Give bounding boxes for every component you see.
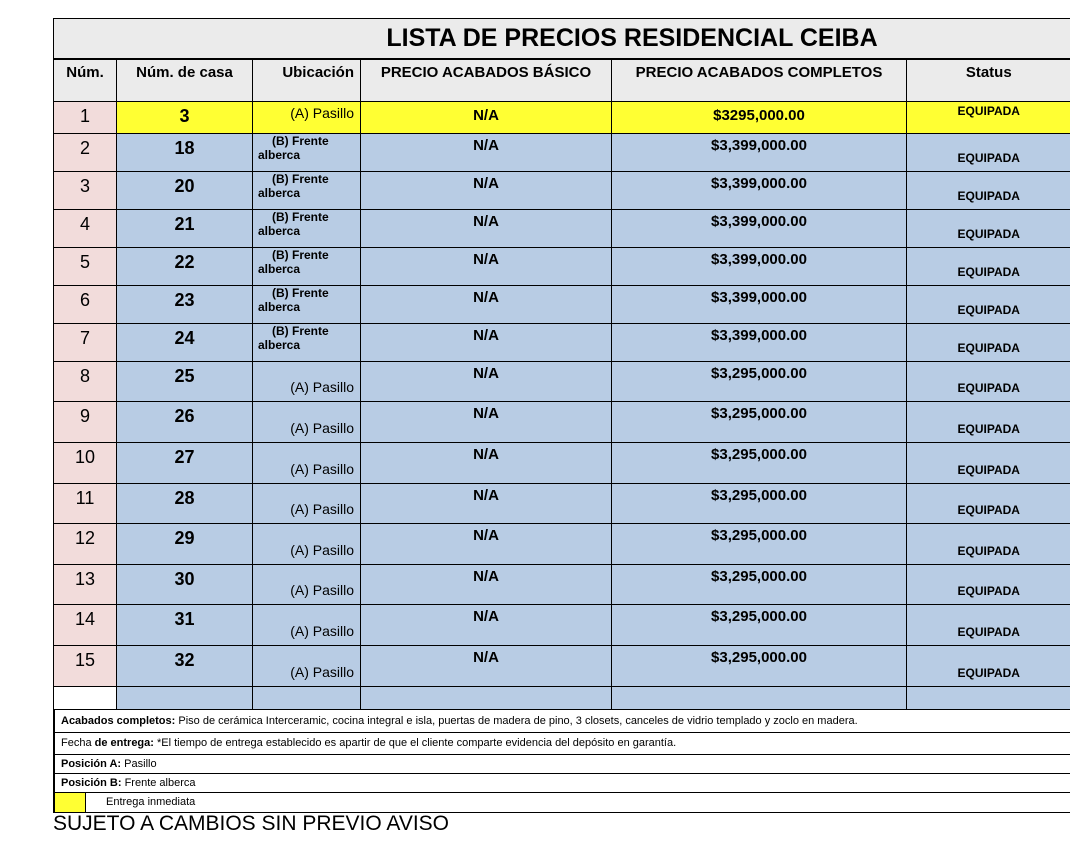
note-acabados xyxy=(54,709,1070,733)
cell-num: 11 xyxy=(54,484,117,524)
cell-status: EQUIPADA xyxy=(907,102,1070,134)
cell-casa: 32 xyxy=(117,646,253,687)
cell-casa: 26 xyxy=(117,402,253,443)
cell-status: EQUIPADA xyxy=(907,286,1070,324)
table-row xyxy=(54,646,1070,687)
cell-precio-completo: $3,295,000.00 xyxy=(612,484,907,524)
legend-label: Entrega inmediata xyxy=(106,796,196,808)
cell-precio-completo: $3,295,000.00 xyxy=(612,443,907,484)
header-ubicacion: Ubicación xyxy=(253,60,361,102)
table-row xyxy=(54,443,1070,484)
cell-num: 3 xyxy=(54,172,117,210)
table-row xyxy=(54,402,1070,443)
cell-status: EQUIPADA xyxy=(907,524,1070,565)
notes-section xyxy=(53,709,1070,813)
cell-num: 8 xyxy=(54,362,117,402)
cell-num: 9 xyxy=(54,402,117,443)
cell-precio-basico: N/A xyxy=(361,443,612,484)
cell-num: 4 xyxy=(54,210,117,248)
cell-precio-basico: N/A xyxy=(361,102,612,134)
cell-casa: 25 xyxy=(117,362,253,402)
footer-disclaimer: SUJETO A CAMBIOS SIN PREVIO AVISO xyxy=(53,812,450,835)
cell-status: EQUIPADA xyxy=(907,134,1070,172)
note-acabados-label: Acabados completos: xyxy=(61,714,176,727)
cell-status: EQUIPADA xyxy=(907,362,1070,402)
cell-casa: 21 xyxy=(117,210,253,248)
cell-ubicacion: (A) Pasillo xyxy=(253,524,361,565)
cell-precio-completo: $3,399,000.00 xyxy=(612,248,907,286)
table-row xyxy=(54,324,1070,362)
cell-precio-basico: N/A xyxy=(361,134,612,172)
ubicacion-line-1: (B) Frente xyxy=(272,134,329,148)
cell-precio-completo: $3,399,000.00 xyxy=(612,286,907,324)
cell-casa: 24 xyxy=(117,324,253,362)
table-body xyxy=(54,102,1070,709)
cell-status: EQUIPADA xyxy=(907,484,1070,524)
page-title: LISTA DE PRECIOS RESIDENCIAL CEIBA xyxy=(53,18,1070,59)
ubicacion-line-1: (B) Frente xyxy=(272,248,329,262)
table-row xyxy=(54,248,1070,286)
table-row xyxy=(54,484,1070,524)
note-acabados-text: Piso de cerámica Interceramic, cocina integral e isla, puertas de madera de pino, 3 closets, canceles de vidrio templado y zoclo en madera. xyxy=(175,714,858,727)
ubicacion-line-2: alberca xyxy=(258,224,301,238)
cell-ubicacion xyxy=(253,172,361,210)
cell-casa: 3 xyxy=(117,102,253,134)
cell-num: 15 xyxy=(54,646,117,687)
cell-precio-completo: $3,295,000.00 xyxy=(612,565,907,605)
header-casa: Núm. de casa xyxy=(117,60,253,102)
cell-ubicacion xyxy=(253,210,361,248)
note-pos-a-text: Pasillo xyxy=(121,757,157,770)
cell-casa: 22 xyxy=(117,248,253,286)
legend-swatch xyxy=(55,793,86,812)
table-row xyxy=(54,565,1070,605)
header-completo: PRECIO ACABADOS COMPLETOS xyxy=(612,60,907,102)
ubicacion-line-2: alberca xyxy=(258,262,301,276)
cell-status: EQUIPADA xyxy=(907,324,1070,362)
cell-num: 1 xyxy=(54,102,117,134)
cell-ubicacion xyxy=(253,134,361,172)
header-num: Núm. xyxy=(54,60,117,102)
cell-ubicacion xyxy=(253,248,361,286)
cell-precio-completo: $3295,000.00 xyxy=(612,102,907,134)
header-status: Status xyxy=(907,60,1070,102)
ubicacion-line-2: alberca xyxy=(258,300,301,314)
cell-precio-basico: N/A xyxy=(361,646,612,687)
cell-precio-basico: N/A xyxy=(361,565,612,605)
table-row xyxy=(54,362,1070,402)
cell-status: EQUIPADA xyxy=(907,402,1070,443)
empty-row xyxy=(54,687,1070,709)
cell-num: 14 xyxy=(54,605,117,646)
cell-status: EQUIPADA xyxy=(907,443,1070,484)
empty-cell xyxy=(907,687,1070,709)
cell-ubicacion: (A) Pasillo xyxy=(253,402,361,443)
table-row xyxy=(54,210,1070,248)
ubicacion-line-2: alberca xyxy=(258,338,301,352)
cell-num: 13 xyxy=(54,565,117,605)
note-fecha-label-1: Fecha xyxy=(61,737,95,749)
cell-num: 2 xyxy=(54,134,117,172)
cell-num: 12 xyxy=(54,524,117,565)
cell-precio-basico: N/A xyxy=(361,484,612,524)
cell-casa: 18 xyxy=(117,134,253,172)
cell-ubicacion: (A) Pasillo xyxy=(253,443,361,484)
cell-num: 10 xyxy=(54,443,117,484)
cell-casa: 20 xyxy=(117,172,253,210)
empty-cell xyxy=(361,687,612,709)
header-basico: PRECIO ACABADOS BÁSICO xyxy=(361,60,612,102)
note-fecha-text: *El tiempo de entrega establecido es apartir de que el cliente comparte evidencia del depósito en garantía. xyxy=(153,737,677,749)
cell-casa: 27 xyxy=(117,443,253,484)
cell-precio-basico: N/A xyxy=(361,524,612,565)
cell-status: EQUIPADA xyxy=(907,248,1070,286)
cell-casa: 30 xyxy=(117,565,253,605)
cell-ubicacion: (A) Pasillo xyxy=(253,362,361,402)
note-fecha xyxy=(54,733,1070,755)
price-table xyxy=(53,59,1070,709)
empty-cell xyxy=(54,687,117,709)
table-header-row xyxy=(54,60,1070,102)
cell-precio-completo: $3,399,000.00 xyxy=(612,172,907,210)
ubicacion-line-1: (B) Frente xyxy=(272,210,329,224)
table-row xyxy=(54,102,1070,134)
cell-ubicacion: (A) Pasillo xyxy=(253,565,361,605)
cell-ubicacion: (A) Pasillo xyxy=(253,646,361,687)
cell-casa: 28 xyxy=(117,484,253,524)
price-list-sheet xyxy=(53,18,1070,813)
cell-precio-completo: $3,399,000.00 xyxy=(612,134,907,172)
cell-precio-completo: $3,295,000.00 xyxy=(612,402,907,443)
cell-precio-basico: N/A xyxy=(361,210,612,248)
note-fecha-label-2: de entrega: xyxy=(94,737,154,749)
cell-precio-basico: N/A xyxy=(361,248,612,286)
ubicacion-line-1: (B) Frente xyxy=(272,286,329,300)
cell-casa: 23 xyxy=(117,286,253,324)
cell-status: EQUIPADA xyxy=(907,172,1070,210)
cell-num: 6 xyxy=(54,286,117,324)
ubicacion-line-1: (B) Frente xyxy=(272,324,329,338)
cell-ubicacion xyxy=(253,324,361,362)
note-pos-b-label: Posición B: xyxy=(61,776,122,789)
cell-precio-completo: $3,295,000.00 xyxy=(612,362,907,402)
cell-ubicacion xyxy=(253,286,361,324)
ubicacion-line-1: (B) Frente xyxy=(272,172,329,186)
cell-num: 7 xyxy=(54,324,117,362)
cell-precio-basico: N/A xyxy=(361,402,612,443)
cell-status: EQUIPADA xyxy=(907,210,1070,248)
empty-cell xyxy=(253,687,361,709)
cell-precio-completo: $3,295,000.00 xyxy=(612,646,907,687)
cell-precio-basico: N/A xyxy=(361,605,612,646)
cell-precio-basico: N/A xyxy=(361,172,612,210)
note-pos-a-label: Posición A: xyxy=(61,757,122,770)
cell-precio-completo: $3,295,000.00 xyxy=(612,524,907,565)
table-row xyxy=(54,286,1070,324)
note-posicion-b xyxy=(54,774,1070,793)
note-pos-b-text: Frente alberca xyxy=(121,776,196,789)
cell-num: 5 xyxy=(54,248,117,286)
table-row xyxy=(54,524,1070,565)
cell-precio-basico: N/A xyxy=(361,324,612,362)
note-posicion-a xyxy=(54,755,1070,774)
ubicacion-line-2: alberca xyxy=(258,186,301,200)
cell-precio-completo: $3,399,000.00 xyxy=(612,324,907,362)
cell-precio-completo: $3,399,000.00 xyxy=(612,210,907,248)
cell-status: EQUIPADA xyxy=(907,605,1070,646)
table-row xyxy=(54,172,1070,210)
empty-cell xyxy=(612,687,907,709)
table-row xyxy=(54,134,1070,172)
cell-precio-basico: N/A xyxy=(361,362,612,402)
cell-precio-completo: $3,295,000.00 xyxy=(612,605,907,646)
cell-casa: 29 xyxy=(117,524,253,565)
cell-ubicacion: (A) Pasillo xyxy=(253,484,361,524)
ubicacion-line-2: alberca xyxy=(258,148,301,162)
legend-row xyxy=(54,793,1070,813)
empty-cell xyxy=(117,687,253,709)
cell-status: EQUIPADA xyxy=(907,565,1070,605)
cell-status: EQUIPADA xyxy=(907,646,1070,687)
cell-ubicacion: (A) Pasillo xyxy=(253,102,361,134)
cell-precio-basico: N/A xyxy=(361,286,612,324)
table-row xyxy=(54,605,1070,646)
cell-casa: 31 xyxy=(117,605,253,646)
cell-ubicacion: (A) Pasillo xyxy=(253,605,361,646)
